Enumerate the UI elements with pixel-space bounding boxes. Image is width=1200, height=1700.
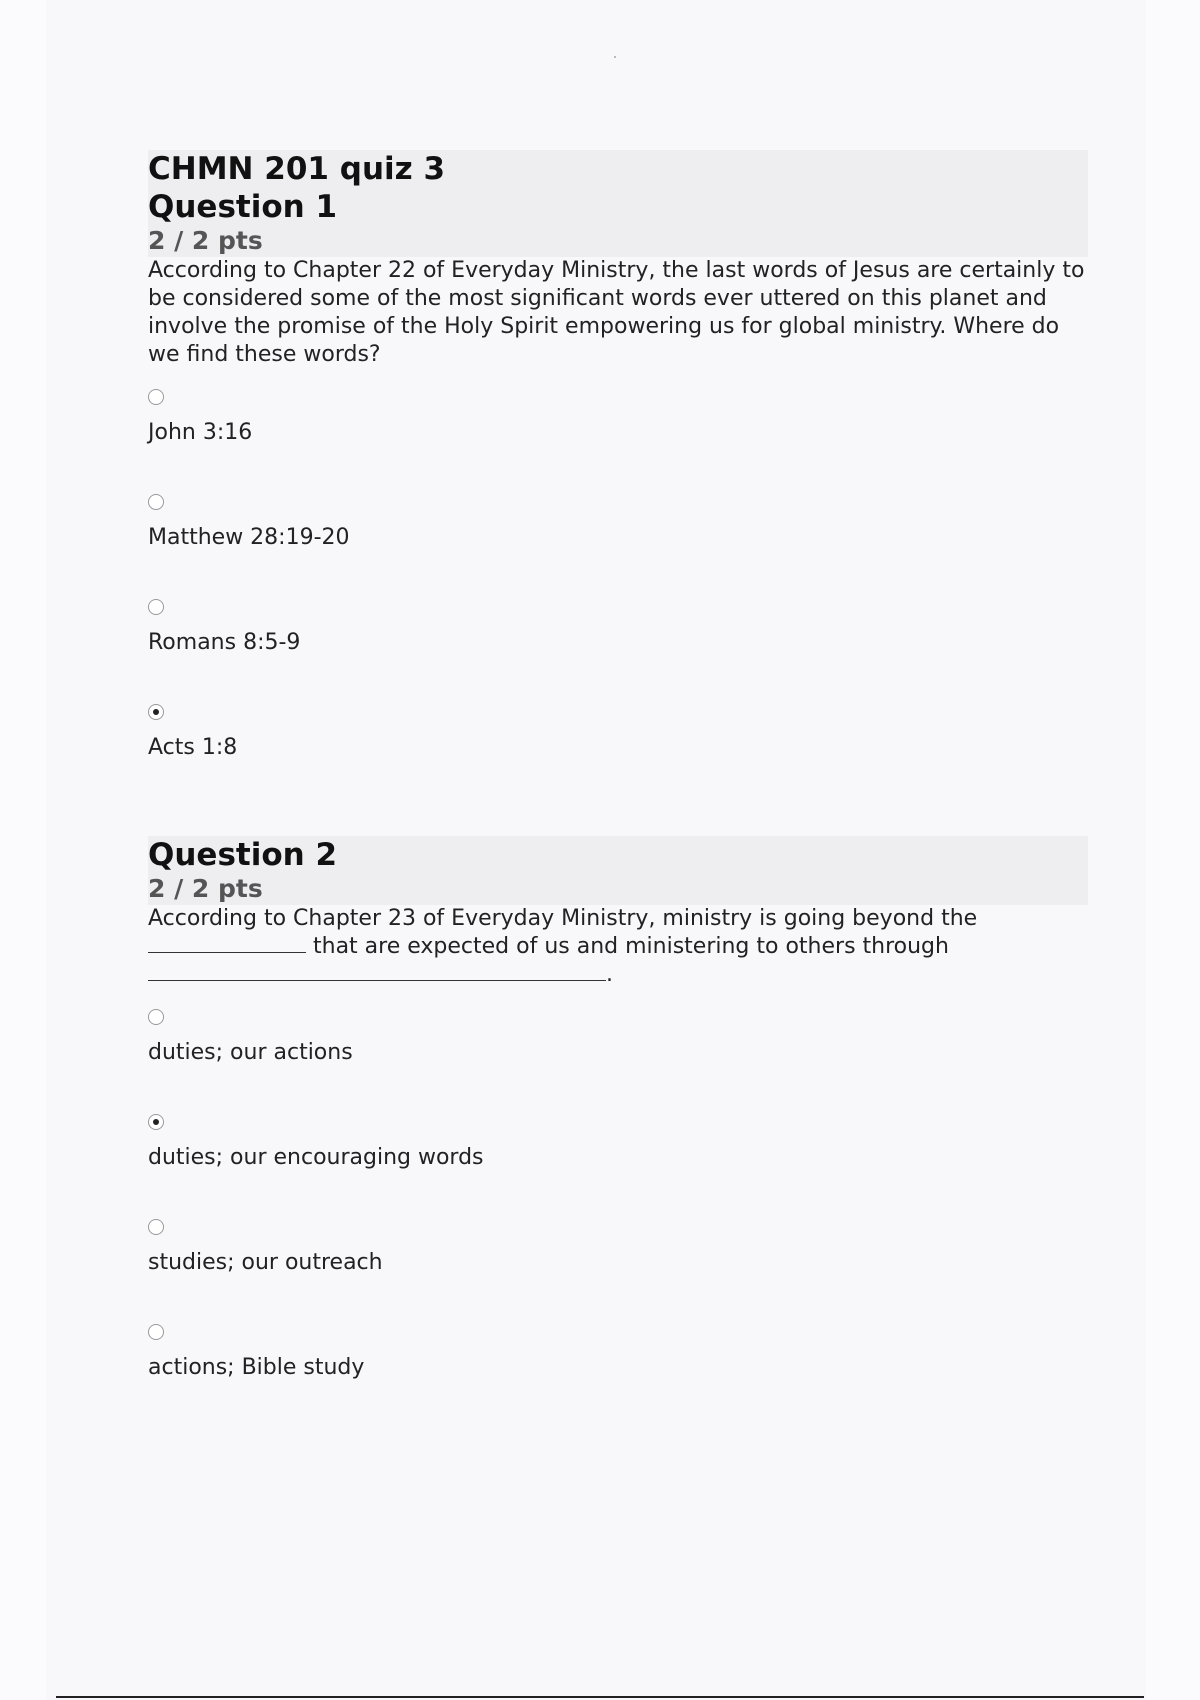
question-title: Question 1 [148, 189, 338, 225]
question-text-part: . [606, 962, 613, 987]
answer-label: John 3:16 [148, 420, 253, 445]
radio-button[interactable] [148, 599, 164, 615]
answer-list [148, 389, 1088, 809]
radio-button-selected[interactable] [148, 1114, 164, 1130]
answer-label: actions; Bible study [148, 1355, 365, 1380]
answer-option[interactable] [148, 389, 1088, 494]
answer-list [148, 1009, 1088, 1429]
radio-button[interactable] [148, 389, 164, 405]
question-header [148, 150, 1088, 257]
question-header [148, 836, 1088, 905]
radio-button[interactable] [148, 1324, 164, 1340]
answer-option[interactable] [148, 1114, 1088, 1219]
answer-option[interactable] [148, 1219, 1088, 1324]
answer-option[interactable] [148, 599, 1088, 704]
question-text: According to Chapter 22 of Everyday Ministry, the last words of Jesus are certainly to be considered some of the most significant words ever uttered on this planet and involve the promise of the Holy Spirit empowering us for global ministry. Where do we find these words? [148, 258, 1085, 367]
question-text [148, 905, 1088, 989]
answer-label: Romans 8:5-9 [148, 630, 301, 655]
fill-blank-line [148, 951, 306, 953]
question-points: 2 / 2 pts [148, 226, 263, 255]
question-1 [148, 150, 1088, 809]
answer-option[interactable] [148, 494, 1088, 599]
fill-blank-line [148, 979, 606, 981]
question-points: 2 / 2 pts [148, 874, 263, 903]
radio-button[interactable] [148, 494, 164, 510]
answer-label: Matthew 28:19-20 [148, 525, 350, 550]
question-2 [148, 836, 1088, 1429]
answer-option[interactable] [148, 704, 1088, 809]
page-speck [614, 56, 616, 58]
question-title: Question 2 [148, 837, 338, 873]
question-text-part: that are expected of us and ministering to others through [306, 934, 949, 959]
answer-label: Acts 1:8 [148, 735, 238, 760]
quiz-title: CHMN 201 quiz 3 [148, 151, 446, 187]
question-text-part: According to Chapter 23 of Everyday Ministry, ministry is going beyond the [148, 906, 978, 931]
radio-button-selected[interactable] [148, 704, 164, 720]
radio-button[interactable] [148, 1009, 164, 1025]
answer-label: duties; our actions [148, 1040, 353, 1065]
answer-option[interactable] [148, 1324, 1088, 1429]
answer-label: studies; our outreach [148, 1250, 383, 1275]
answer-label: duties; our encouraging words [148, 1145, 484, 1170]
page-bottom-rule [56, 1696, 1144, 1698]
answer-option[interactable] [148, 1009, 1088, 1114]
radio-button[interactable] [148, 1219, 164, 1235]
